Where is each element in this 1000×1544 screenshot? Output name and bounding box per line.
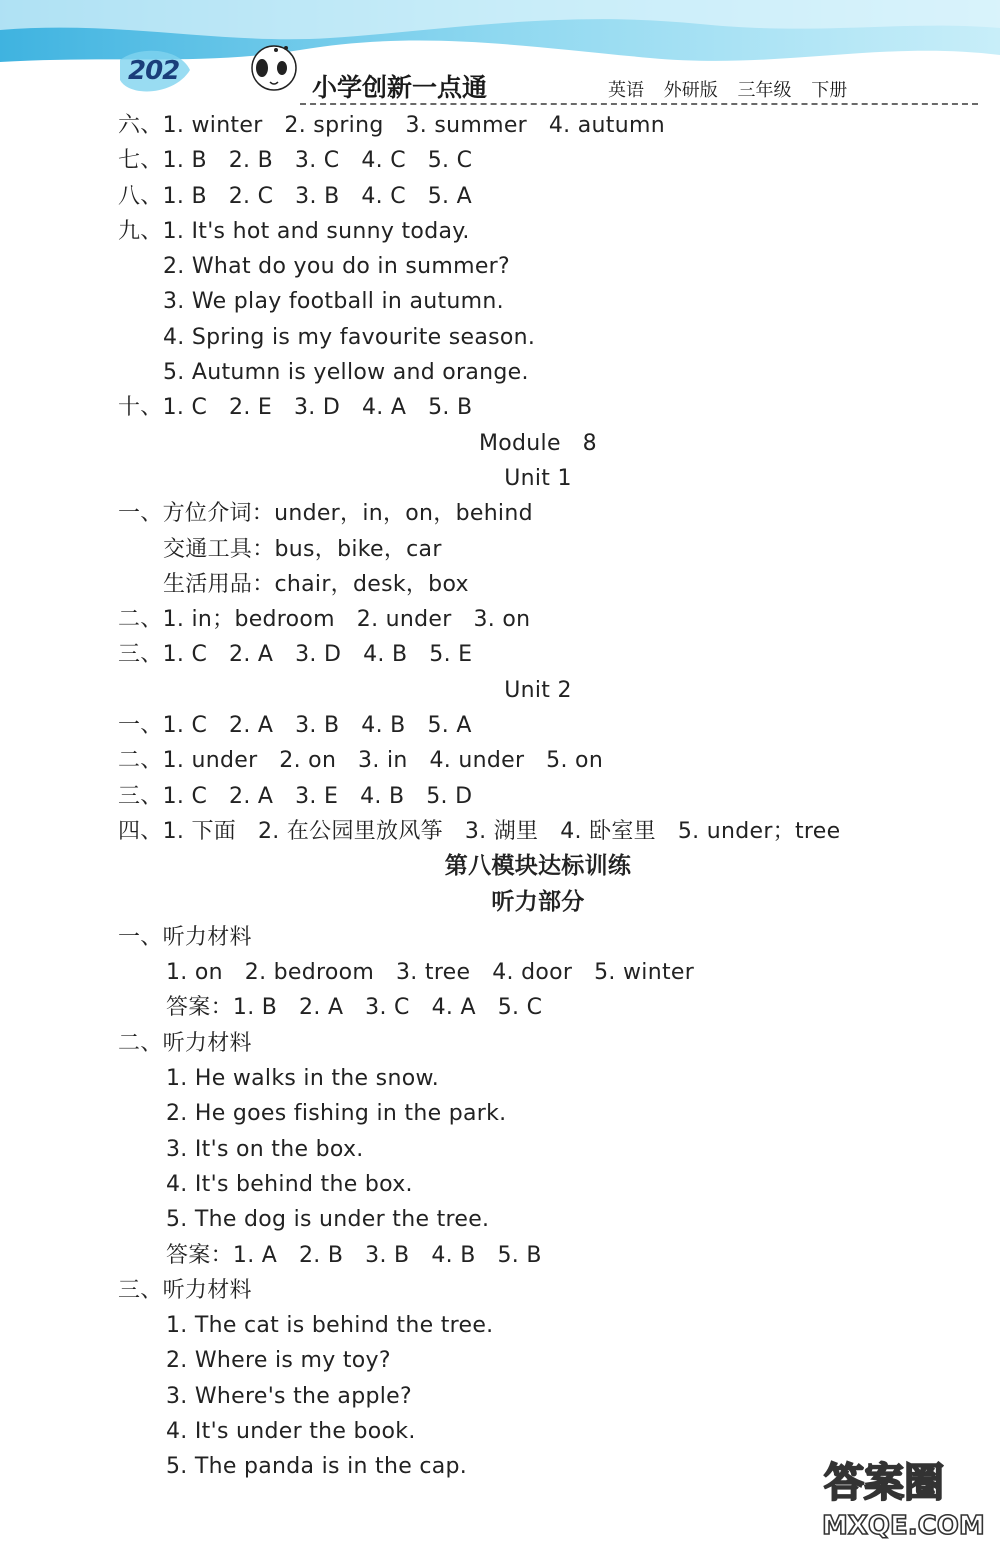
- answer-line: 3. It's on the box.: [166, 1136, 364, 1162]
- answer-line: 交通工具：bus，bike，car: [163, 536, 442, 562]
- answer-line: 二、1. under 2. on 3. in 4. under 5. on: [118, 748, 604, 774]
- answer-line: 二、听力材料: [118, 1030, 252, 1056]
- unit-heading: Unit 2: [504, 677, 572, 703]
- answer-line: 1. on 2. bedroom 3. tree 4. door 5. winter: [166, 960, 695, 986]
- answer-line: 4. It's under the book.: [166, 1418, 416, 1444]
- answer-line: 5. The dog is under the tree.: [166, 1207, 490, 1233]
- book-meta: [608, 76, 861, 102]
- header-divider: [300, 103, 978, 105]
- book-title: 小学创新一点通: [312, 73, 488, 102]
- answer-line: 八、1. B 2. C 3. B 4. C 5. A: [118, 183, 472, 209]
- grade-label: 三年级: [737, 80, 792, 101]
- volume-label: 下册: [811, 80, 848, 101]
- answer-line: 一、听力材料: [118, 924, 252, 950]
- answer-line: 5. Autumn is yellow and orange.: [163, 360, 529, 386]
- answer-line: 十、1. C 2. E 3. D 4. A 5. B: [118, 395, 473, 421]
- unit-heading: Unit 1: [504, 465, 572, 491]
- answer-line: 3. We play football in autumn.: [163, 289, 504, 315]
- page-number: 202: [128, 56, 180, 86]
- answer-line: 2. Where is my toy?: [166, 1348, 391, 1374]
- answer-line: 三、听力材料: [118, 1277, 252, 1303]
- section-heading: 第八模块达标训练: [444, 853, 632, 880]
- answer-line: 一、方位介词：under，in，on，behind: [118, 501, 533, 527]
- answer-line: 四、1. 下面 2. 在公园里放风筝 3. 湖里 4. 卧室里 5. under；tree: [118, 818, 841, 844]
- answer-line: 1. He walks in the snow.: [166, 1066, 440, 1092]
- watermark-bottom-text: MXQE.COM: [822, 1511, 985, 1541]
- answer-line: 三、1. C 2. A 3. D 4. B 5. E: [118, 642, 473, 668]
- cartoon-mascot-icon: [246, 38, 302, 94]
- answer-line: 答案：1. A 2. B 3. B 4. B 5. B: [166, 1242, 542, 1268]
- answer-line: 九、1. It's hot and sunny today.: [118, 218, 470, 244]
- answer-line: 二、1. in；bedroom 2. under 3. on: [118, 607, 531, 633]
- answer-line: 答案：1. B 2. A 3. C 4. A 5. C: [166, 995, 543, 1021]
- answer-line: 1. The cat is behind the tree.: [166, 1313, 494, 1339]
- answer-line: 2. What do you do in summer?: [163, 254, 511, 280]
- answer-line: 5. The panda is in the cap.: [166, 1454, 468, 1480]
- watermark-top-text: 答案圈: [824, 1460, 944, 1506]
- answer-line: 六、1. winter 2. spring 3. summer 4. autumn: [118, 113, 665, 138]
- answer-line: 4. Spring is my favourite season.: [163, 324, 536, 350]
- answer-line: 七、1. B 2. B 3. C 4. C 5. C: [118, 148, 473, 174]
- answer-line: 4. It's behind the box.: [166, 1171, 413, 1197]
- section-heading: 听力部分: [491, 888, 585, 915]
- site-watermark-logo: [818, 1450, 996, 1542]
- answer-line: 生活用品：chair，desk，box: [163, 571, 469, 597]
- edition-label: 外研版: [663, 80, 718, 101]
- module-heading: Module 8: [479, 430, 597, 456]
- answer-line: 3. Where's the apple?: [166, 1383, 412, 1409]
- answer-line: 2. He goes fishing in the park.: [166, 1101, 507, 1127]
- subject-label: 英语: [608, 80, 644, 101]
- answer-line: 三、1. C 2. A 3. E 4. B 5. D: [118, 783, 473, 809]
- answer-key-content: [118, 108, 978, 1485]
- answer-line: 一、1. C 2. A 3. B 4. B 5. A: [118, 713, 472, 739]
